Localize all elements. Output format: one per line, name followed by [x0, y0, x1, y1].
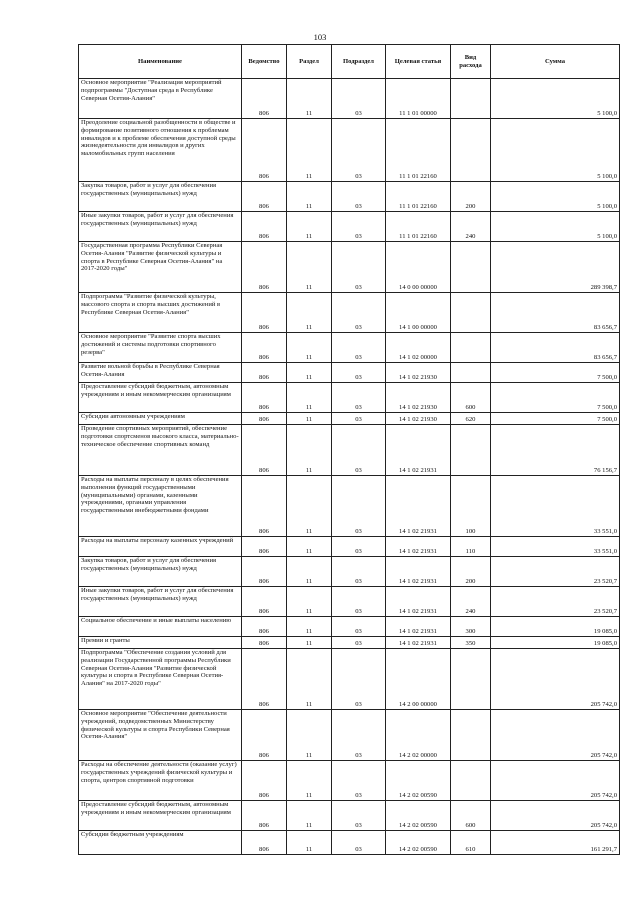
- cell-amount: 19 085,0: [491, 617, 620, 637]
- cell-target: 14 1 02 00000: [386, 333, 451, 363]
- cell-amount: 205 742,0: [491, 761, 620, 801]
- cell-name: Социальное обеспечение и иные выплаты населению: [79, 617, 242, 637]
- table-row: [79, 587, 620, 617]
- cell-subsection: 03: [332, 537, 386, 557]
- cell-name: Субсидии автономным учреждениям: [79, 413, 242, 425]
- cell-expense-type: 350: [451, 637, 491, 649]
- cell-department: 806: [242, 79, 287, 119]
- cell-expense-type: [451, 761, 491, 801]
- cell-department: 806: [242, 761, 287, 801]
- cell-expense-type: [451, 242, 491, 293]
- table-row: [79, 293, 620, 333]
- cell-subsection: 03: [332, 363, 386, 383]
- table-row: [79, 617, 620, 637]
- cell-target: 14 1 02 21931: [386, 637, 451, 649]
- cell-subsection: 03: [332, 413, 386, 425]
- cell-department: 806: [242, 557, 287, 587]
- table-header-row: [79, 45, 620, 79]
- cell-subsection: 03: [332, 557, 386, 587]
- header-name: Наименование: [79, 45, 242, 79]
- cell-expense-type: 240: [451, 587, 491, 617]
- cell-target: 14 1 02 21930: [386, 363, 451, 383]
- cell-target: 14 1 02 21931: [386, 537, 451, 557]
- cell-name: Преодоление социальной разобщенности в обществе и формирование позитивного отношения к проблемам инвалидов и к проблеме обеспечения доступной среды жизнедеятельности для инвалидов и других маломобильных групп населения: [79, 119, 242, 182]
- cell-subsection: 03: [332, 761, 386, 801]
- table-row: [79, 637, 620, 649]
- table-row: [79, 363, 620, 383]
- cell-section: 11: [287, 182, 332, 212]
- cell-name: Предоставление субсидий бюджетным, автономным учреждениям и иным некоммерческим организациям: [79, 383, 242, 413]
- cell-department: 806: [242, 617, 287, 637]
- cell-subsection: 03: [332, 710, 386, 761]
- cell-amount: 76 156,7: [491, 425, 620, 476]
- cell-expense-type: 620: [451, 413, 491, 425]
- table-row: [79, 383, 620, 413]
- cell-section: 11: [287, 537, 332, 557]
- cell-amount: 19 085,0: [491, 637, 620, 649]
- table-row: [79, 119, 620, 182]
- cell-amount: 205 742,0: [491, 801, 620, 831]
- cell-expense-type: [451, 293, 491, 333]
- table-row: [79, 182, 620, 212]
- cell-target: 14 0 00 00000: [386, 242, 451, 293]
- cell-name: Развитие вольной борьбы в Республике Северная Осетия-Алания: [79, 363, 242, 383]
- cell-expense-type: [451, 710, 491, 761]
- cell-amount: 7 500,0: [491, 413, 620, 425]
- cell-name: Расходы на обеспечение деятельности (оказание услуг) государственных учреждений физической культуры и спорта, центров спортивной подготовки: [79, 761, 242, 801]
- cell-expense-type: 600: [451, 383, 491, 413]
- cell-target: 14 1 02 21930: [386, 413, 451, 425]
- cell-subsection: 03: [332, 831, 386, 855]
- cell-subsection: 03: [332, 242, 386, 293]
- table-row: [79, 425, 620, 476]
- cell-name: Закупка товаров, работ и услуг для обеспечения государственных (муниципальных) нужд: [79, 557, 242, 587]
- table-row: [79, 333, 620, 363]
- cell-section: 11: [287, 557, 332, 587]
- cell-section: 11: [287, 363, 332, 383]
- table-row: [79, 649, 620, 710]
- table-row: [79, 476, 620, 537]
- cell-name: Основное мероприятие "Развитие спорта высших достижений и системы подготовки спортивного резерва": [79, 333, 242, 363]
- cell-target: 14 1 00 00000: [386, 293, 451, 333]
- cell-expense-type: 100: [451, 476, 491, 537]
- cell-section: 11: [287, 617, 332, 637]
- cell-section: 11: [287, 587, 332, 617]
- cell-subsection: 03: [332, 119, 386, 182]
- cell-department: 806: [242, 649, 287, 710]
- cell-expense-type: [451, 119, 491, 182]
- cell-department: 806: [242, 587, 287, 617]
- cell-expense-type: 200: [451, 182, 491, 212]
- page-number: 103: [313, 32, 327, 42]
- cell-section: 11: [287, 413, 332, 425]
- cell-expense-type: [451, 363, 491, 383]
- header-department: Ведомство: [242, 45, 287, 79]
- cell-name: Государственная программа Республики Северная Осетия-Алания "Развитие физической культуры и спорта в Республике Северная Осетия-Алания" на 2017-2020 годы": [79, 242, 242, 293]
- cell-expense-type: 300: [451, 617, 491, 637]
- cell-name: Проведение спортивных мероприятий, обеспечение подготовки спортсменов высокого класса, материально-техническое обеспечение спортивных команд: [79, 425, 242, 476]
- cell-department: 806: [242, 425, 287, 476]
- cell-amount: 7 500,0: [491, 383, 620, 413]
- cell-department: 806: [242, 383, 287, 413]
- header-section: Раздел: [287, 45, 332, 79]
- cell-section: 11: [287, 383, 332, 413]
- cell-expense-type: 110: [451, 537, 491, 557]
- table-row: [79, 801, 620, 831]
- cell-target: 14 1 02 21930: [386, 383, 451, 413]
- header-subsection: Подраздел: [332, 45, 386, 79]
- cell-expense-type: 600: [451, 801, 491, 831]
- cell-target: 14 1 02 21931: [386, 587, 451, 617]
- cell-section: 11: [287, 425, 332, 476]
- cell-name: Предоставление субсидий бюджетным, автономным учреждениям и иным некоммерческим организациям: [79, 801, 242, 831]
- cell-name: Иные закупки товаров, работ и услуг для обеспечения государственных (муниципальных) нужд: [79, 212, 242, 242]
- cell-department: 806: [242, 212, 287, 242]
- cell-target: 11 1 01 00000: [386, 79, 451, 119]
- cell-expense-type: [451, 333, 491, 363]
- cell-department: 806: [242, 637, 287, 649]
- cell-expense-type: 610: [451, 831, 491, 855]
- cell-amount: 5 100,0: [491, 119, 620, 182]
- table-row: [79, 831, 620, 855]
- cell-name: Премии и гранты: [79, 637, 242, 649]
- cell-amount: 23 520,7: [491, 557, 620, 587]
- cell-target: 14 2 02 00590: [386, 761, 451, 801]
- cell-section: 11: [287, 333, 332, 363]
- cell-target: 14 2 02 00590: [386, 801, 451, 831]
- cell-department: 806: [242, 333, 287, 363]
- cell-target: 14 1 02 21931: [386, 476, 451, 537]
- table-row: [79, 242, 620, 293]
- cell-subsection: 03: [332, 617, 386, 637]
- cell-section: 11: [287, 212, 332, 242]
- cell-department: 806: [242, 119, 287, 182]
- cell-department: 806: [242, 801, 287, 831]
- cell-subsection: 03: [332, 801, 386, 831]
- cell-name: Основное мероприятие "Реализация мероприятий подпрограммы "Доступная среда в Республике Северная Осетия-Алания": [79, 79, 242, 119]
- cell-amount: 205 742,0: [491, 649, 620, 710]
- cell-subsection: 03: [332, 212, 386, 242]
- budget-table: [78, 44, 620, 855]
- cell-amount: 161 291,7: [491, 831, 620, 855]
- cell-name: Подпрограмма "Развитие физической культуры, массового спорта и спорта высших достижений в Республике Северная Осетия-Алания": [79, 293, 242, 333]
- cell-target: 14 2 00 00000: [386, 649, 451, 710]
- cell-amount: 5 100,0: [491, 212, 620, 242]
- cell-expense-type: 240: [451, 212, 491, 242]
- cell-subsection: 03: [332, 425, 386, 476]
- cell-name: Субсидии бюджетным учреждениям: [79, 831, 242, 855]
- cell-amount: 33 551,0: [491, 537, 620, 557]
- cell-subsection: 03: [332, 333, 386, 363]
- cell-section: 11: [287, 79, 332, 119]
- cell-section: 11: [287, 293, 332, 333]
- header-amount: Сумма: [491, 45, 620, 79]
- table-row: [79, 79, 620, 119]
- header-target: Целевая статья: [386, 45, 451, 79]
- table-row: [79, 537, 620, 557]
- cell-amount: 289 398,7: [491, 242, 620, 293]
- cell-amount: 83 656,7: [491, 333, 620, 363]
- cell-section: 11: [287, 637, 332, 649]
- cell-name: Расходы на выплаты персоналу казенных учреждений: [79, 537, 242, 557]
- cell-expense-type: [451, 649, 491, 710]
- cell-section: 11: [287, 476, 332, 537]
- cell-subsection: 03: [332, 476, 386, 537]
- cell-expense-type: [451, 425, 491, 476]
- cell-target: 14 2 02 00590: [386, 831, 451, 855]
- cell-department: 806: [242, 710, 287, 761]
- table-row: [79, 212, 620, 242]
- cell-subsection: 03: [332, 79, 386, 119]
- cell-subsection: 03: [332, 649, 386, 710]
- cell-amount: 5 100,0: [491, 79, 620, 119]
- cell-department: 806: [242, 537, 287, 557]
- cell-section: 11: [287, 242, 332, 293]
- cell-expense-type: [451, 79, 491, 119]
- cell-section: 11: [287, 119, 332, 182]
- cell-target: 14 1 02 21931: [386, 557, 451, 587]
- table-row: [79, 710, 620, 761]
- cell-department: 806: [242, 182, 287, 212]
- cell-expense-type: 200: [451, 557, 491, 587]
- header-expense-type: Вид расхода: [451, 45, 491, 79]
- cell-target: 11 1 01 22160: [386, 119, 451, 182]
- table-row: [79, 761, 620, 801]
- cell-department: 806: [242, 413, 287, 425]
- cell-subsection: 03: [332, 182, 386, 212]
- cell-target: 11 1 01 22160: [386, 212, 451, 242]
- cell-amount: 83 656,7: [491, 293, 620, 333]
- cell-name: Расходы на выплаты персоналу в целях обеспечения выполнения функций государственными (муниципальными) органами, казенными учреждениями, органами управления государственными внебюджетными фондами: [79, 476, 242, 537]
- cell-amount: 7 500,0: [491, 363, 620, 383]
- cell-amount: 23 520,7: [491, 587, 620, 617]
- cell-amount: 5 100,0: [491, 182, 620, 212]
- cell-target: 11 1 01 22160: [386, 182, 451, 212]
- cell-amount: 33 551,0: [491, 476, 620, 537]
- cell-name: Иные закупки товаров, работ и услуг для обеспечения государственных (муниципальных) нужд: [79, 587, 242, 617]
- cell-department: 806: [242, 831, 287, 855]
- cell-department: 806: [242, 242, 287, 293]
- cell-subsection: 03: [332, 637, 386, 649]
- cell-name: Закупка товаров, работ и услуг для обеспечения государственных (муниципальных) нужд: [79, 182, 242, 212]
- cell-name: Подпрограмма "Обеспечение создания условий для реализации Государственной программы Республики Северная Осетия-Алания "Развитие физической культуры и спорта в Республике Северная Осетия-Алания" на 2017-2020 годы": [79, 649, 242, 710]
- cell-department: 806: [242, 476, 287, 537]
- cell-section: 11: [287, 831, 332, 855]
- table-row: [79, 413, 620, 425]
- cell-target: 14 1 02 21931: [386, 425, 451, 476]
- cell-department: 806: [242, 293, 287, 333]
- cell-section: 11: [287, 710, 332, 761]
- cell-target: 14 1 02 21931: [386, 617, 451, 637]
- cell-target: 14 2 02 00000: [386, 710, 451, 761]
- cell-subsection: 03: [332, 293, 386, 333]
- cell-section: 11: [287, 761, 332, 801]
- cell-section: 11: [287, 801, 332, 831]
- table-row: [79, 557, 620, 587]
- cell-amount: 205 742,0: [491, 710, 620, 761]
- cell-subsection: 03: [332, 383, 386, 413]
- cell-subsection: 03: [332, 587, 386, 617]
- cell-section: 11: [287, 649, 332, 710]
- cell-department: 806: [242, 363, 287, 383]
- cell-name: Основное мероприятие "Обеспечение деятельности учреждений, подведомственных Министерству физической культуры и спорта Республики Северная Осетия-Алания": [79, 710, 242, 761]
